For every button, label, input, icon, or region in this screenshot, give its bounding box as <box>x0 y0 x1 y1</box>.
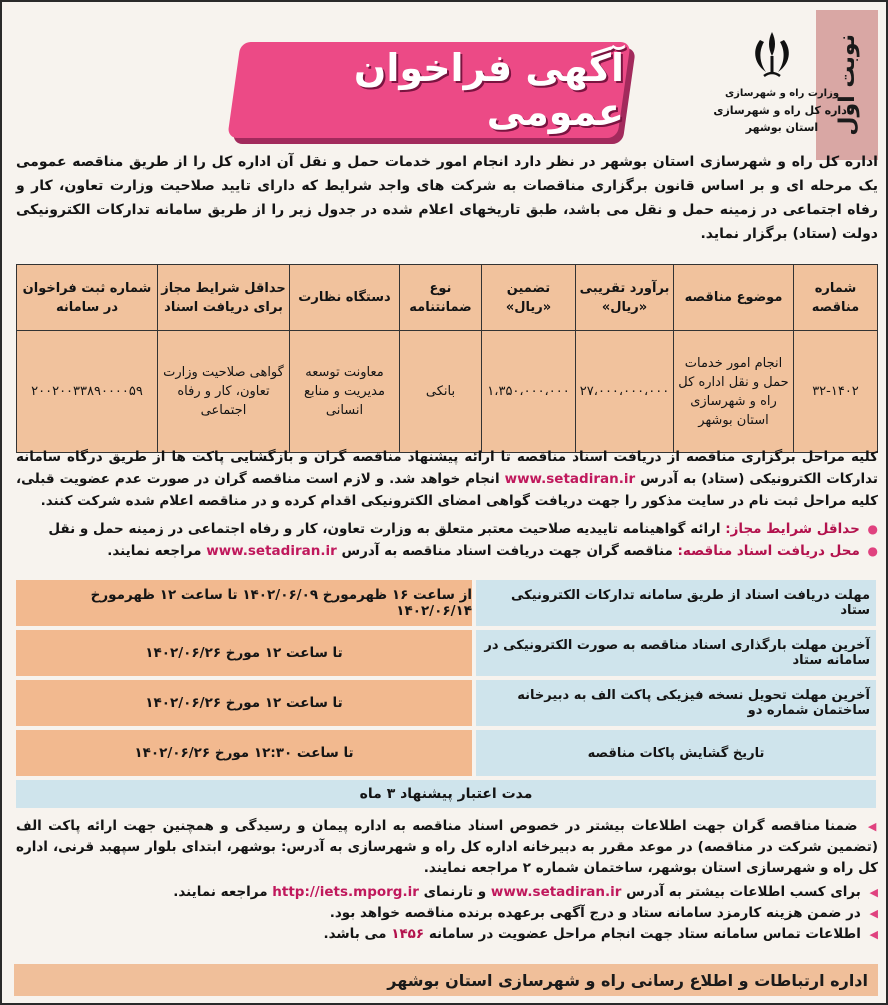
office-name: اداره کل راه و شهرسازی استان بوشهر <box>713 103 851 134</box>
schedule-row <box>16 580 876 626</box>
schedule-value: تا ساعت ۱۲ مورخ ۱۴۰۲/۰۶/۲۶ <box>16 630 472 676</box>
list-item <box>16 903 878 924</box>
info-text: و تارنمای <box>423 884 487 900</box>
schedule-row <box>16 730 876 776</box>
table-row <box>17 331 878 453</box>
schedule-label: تاریخ گشایش پاکات مناقصه <box>476 730 876 776</box>
footer-banner <box>14 964 878 996</box>
setad-link[interactable]: www.setadiran.ir <box>504 471 636 487</box>
list-item <box>16 540 878 562</box>
arrow-icon: ◀ <box>867 820 878 833</box>
table-cell: ۱،۳۵۰،۰۰۰،۰۰۰ <box>482 331 576 453</box>
fee-text: در ضمن هزینه کارمزد سامانه ستاد و درج آگهی برعهده برنده مناقصه خواهد بود. <box>329 905 861 921</box>
iets-link[interactable]: http://iets.mporg.ir <box>272 884 419 900</box>
schedule-row <box>16 630 876 676</box>
info-text: برای کسب اطلاعات بیشتر به آدرس <box>626 884 861 900</box>
page-title: آگهی فراخوان عمومی <box>353 46 624 134</box>
schedule-label: مهلت دریافت اسناد از طریق سامانه تدارکات الکترونیکی ستاد <box>476 580 876 626</box>
table-header: برآورد تقریبی «ریال» <box>576 265 674 331</box>
offer-validity: مدت اعتبار پیشنهاد ۳ ماه <box>16 780 876 808</box>
contact-text: می باشد. <box>323 926 387 942</box>
side-tag <box>816 10 878 160</box>
footer-text: اداره ارتباطات و اطلاع رسانی راه و شهرسازی استان بوشهر <box>387 970 868 990</box>
title-banner <box>234 42 624 138</box>
contact-number: ۱۴۵۶ <box>391 926 425 942</box>
bullet-icon: ● <box>867 522 878 536</box>
schedule-value: تا ساعت ۱۲ مورخ ۱۴۰۲/۰۶/۲۶ <box>16 680 472 726</box>
docs-place-label: محل دریافت اسناد مناقصه: <box>677 543 860 559</box>
docs-place-after: مراجعه نمایند. <box>107 543 202 559</box>
setad-link[interactable]: www.setadiran.ir <box>206 543 337 559</box>
schedule-table <box>16 580 876 808</box>
schedule-label: آخرین مهلت بارگذاری اسناد مناقصه به صورت الکترونیکی در سامانه ستاد <box>476 630 876 676</box>
list-item <box>16 924 878 945</box>
list-item <box>16 882 878 903</box>
table-header-row <box>17 265 878 331</box>
setad-link[interactable]: www.setadiran.ir <box>490 884 622 900</box>
docs-place-text: مناقصه گران جهت دریافت اسناد مناقصه به آدرس <box>341 543 673 559</box>
list-item <box>16 518 878 540</box>
procedure-paragraph <box>16 446 878 512</box>
schedule-label: آخرین مهلت تحویل نسخه فیزیکی پاکت الف به دبیرخانه ساختمان شماره دو <box>476 680 876 726</box>
table-header: حداقل شرایط مجاز برای دریافت اسناد <box>158 265 290 331</box>
intro-paragraph: اداره کل راه و شهرسازی استان بوشهر در نظر دارد انجام امور خدمات حمل و نقل آن اداره کل را از طریق مناقصه عمومی یک مرحله ای و بر اساس قانون برگزاری مناقصات به شرکت های واجد شرایط که دارای تایید صلاحیت وزارت تعاون، کار و رفاه اجتماعی در زمینه حمل و نقل می باشد، طبق تاریخهای اعلام شده در جدول زیر را از طریق سامانه تدارکات الکترونیکی دولت (ستاد) برگزار نماید. <box>16 154 878 242</box>
side-tag-label: نوبت اول <box>834 34 860 136</box>
arrow-icon: ◀ <box>869 886 878 899</box>
contact-paragraph-text: ضمنا مناقصه گران جهت اطلاعات بیشتر در خصوص اسناد مناقصه به اداره پیمان و رسیدگی و همچنین جهت ارائه پاکت الف (تضمین شرکت در مناقصه) در موعد مقرر به دبیرخانه اداره کل راه و شهرسازی به آدرس: بوشهر، ابتدای بلوار سپهبد قرنی، اداره کل راه و شهرسازی استان بوشهر، ساختمان شماره ۲ مراجعه نمایند. <box>16 818 878 876</box>
table-cell: ۳۲-۱۴۰۲ <box>794 331 878 453</box>
ministry-block <box>702 86 862 136</box>
info-list <box>16 882 878 945</box>
table-cell: گواهی صلاحیت وزارت تعاون، کار و رفاه اجتماعی <box>158 331 290 453</box>
ministry-name: وزارت راه و شهرسازی <box>724 88 840 99</box>
table-header: تضمین «ریال» <box>482 265 576 331</box>
contact-paragraph <box>16 816 878 879</box>
table-cell: بانکی <box>400 331 482 453</box>
bullet-icon: ● <box>867 544 878 558</box>
info-text: مراجعه نمایند. <box>173 884 268 900</box>
schedule-value: از ساعت ۱۶ ظهرمورخ ۱۴۰۲/۰۶/۰۹ تا ساعت ۱۲ ظهرمورخ ۱۴۰۲/۰۶/۱۴ <box>16 580 472 626</box>
table-header: شماره مناقصه <box>794 265 878 331</box>
table-header: شماره ثبت فراخوان در سامانه <box>17 265 158 331</box>
schedule-row <box>16 680 876 726</box>
table-cell: انجام امور خدمات حمل و نقل اداره کل راه و شهرسازی استان بوشهر <box>674 331 794 453</box>
procedure-text-cont: انجام خواهد شد. و لازم است مناقصه گران در صورت عدم عضویت قبلی، کلیه مراحل ثبت نام در سایت مذکور را جهت دریافت گواهی امضای الکترونیکی اقدام کرده و در مناقصه اعلام شده شرکت کنند. <box>16 471 878 509</box>
table-cell: معاونت توسعه مدیریت و منابع انسانی <box>290 331 400 453</box>
table-header: نوع ضمانتنامه <box>400 265 482 331</box>
table-cell: ۲۷،۰۰۰،۰۰۰،۰۰۰ <box>576 331 674 453</box>
iran-emblem-icon <box>744 26 800 82</box>
arrow-icon: ◀ <box>869 907 878 920</box>
contact-text: اطلاعات تماس سامانه ستاد جهت انجام مراحل عضویت در سامانه <box>428 926 861 942</box>
table-header: موضوع مناقصه <box>674 265 794 331</box>
procedure-text: کلیه مراحل برگزاری مناقصه از دریافت اسناد مناقصه تا ارائه پیشنهاد مناقصه گران و بازگشایی پاکت ها از طریق درگاه سامانه تدارکات الکترونیکی (ستاد) به آدرس <box>16 449 878 487</box>
arrow-icon: ◀ <box>869 928 878 941</box>
table-cell: ۲۰۰۲۰۰۳۳۸۹۰۰۰۰۵۹ <box>17 331 158 453</box>
table-header: دستگاه نظارت <box>290 265 400 331</box>
min-conditions-label: حداقل شرایط مجاز: <box>725 521 860 537</box>
min-conditions-text: ارائه گواهینامه تاییدیه صلاحیت معتبر متعلق به وزارت تعاون، کار و رفاه اجتماعی در زمینه حمل و نقل <box>48 521 721 537</box>
schedule-value: تا ساعت ۱۲:۳۰ مورخ ۱۴۰۲/۰۶/۲۶ <box>16 730 472 776</box>
requirements-list <box>16 518 878 562</box>
tender-table <box>16 264 878 453</box>
